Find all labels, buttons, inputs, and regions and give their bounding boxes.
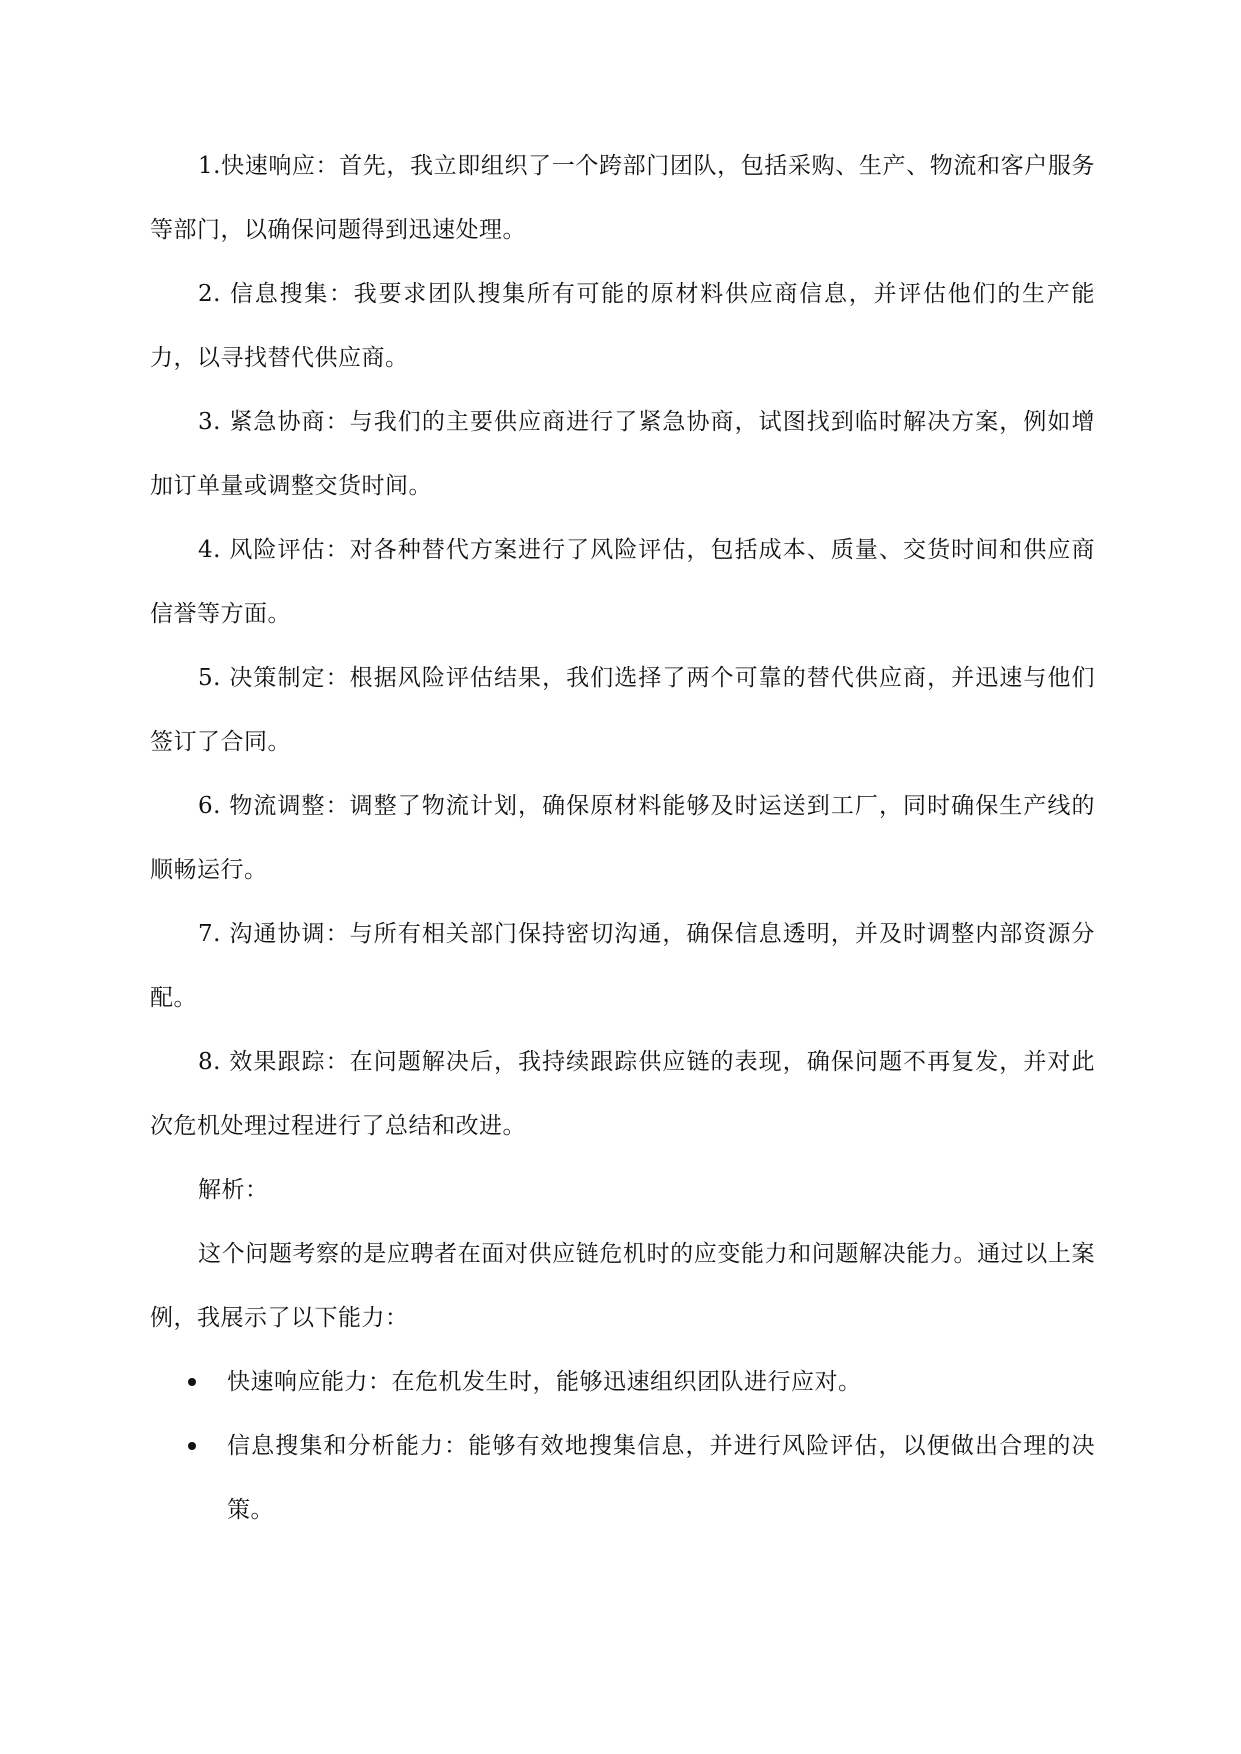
step-paragraph: 5. 决策制定：根据风险评估结果，我们选择了两个可靠的替代供应商，并迅速与他们签订了合同。 [150,665,1095,755]
bullet-icon [188,1442,196,1450]
document-body [150,134,1095,1542]
step-paragraph: 4. 风险评估：对各种替代方案进行了风险评估，包括成本、质量、交货时间和供应商信誉等方面。 [150,537,1095,627]
list-item [150,1414,1095,1542]
bullet-icon [188,1378,196,1386]
step-paragraph: 2. 信息搜集：我要求团队搜集所有可能的原材料供应商信息，并评估他们的生产能力，以寻找替代供应商。 [150,281,1095,371]
list-item-text: 信息搜集和分析能力：能够有效地搜集信息，并进行风险评估，以便做出合理的决策。 [227,1433,1095,1523]
step-paragraph: 7. 沟通协调：与所有相关部门保持密切沟通，确保信息透明，并及时调整内部资源分配。 [150,921,1095,1011]
step-paragraph: 8. 效果跟踪：在问题解决后，我持续跟踪供应链的表现，确保问题不再复发，并对此次危机处理过程进行了总结和改进。 [150,1049,1095,1139]
ability-list [150,1350,1095,1542]
analysis-body: 这个问题考察的是应聘者在面对供应链危机时的应变能力和问题解决能力。通过以上案例，我展示了以下能力： [150,1241,1095,1331]
list-item-text: 快速响应能力：在危机发生时，能够迅速组织团队进行应对。 [227,1369,862,1395]
step-paragraph: 1.快速响应：首先，我立即组织了一个跨部门团队，包括采购、生产、物流和客户服务等部门，以确保问题得到迅速处理。 [150,153,1095,243]
list-item [150,1350,1095,1414]
analysis-heading: 解析： [198,1177,269,1203]
step-paragraph: 3. 紧急协商：与我们的主要供应商进行了紧急协商，试图找到临时解决方案，例如增加订单量或调整交货时间。 [150,409,1095,499]
step-paragraph: 6. 物流调整：调整了物流计划，确保原材料能够及时运送到工厂，同时确保生产线的顺畅运行。 [150,793,1095,883]
